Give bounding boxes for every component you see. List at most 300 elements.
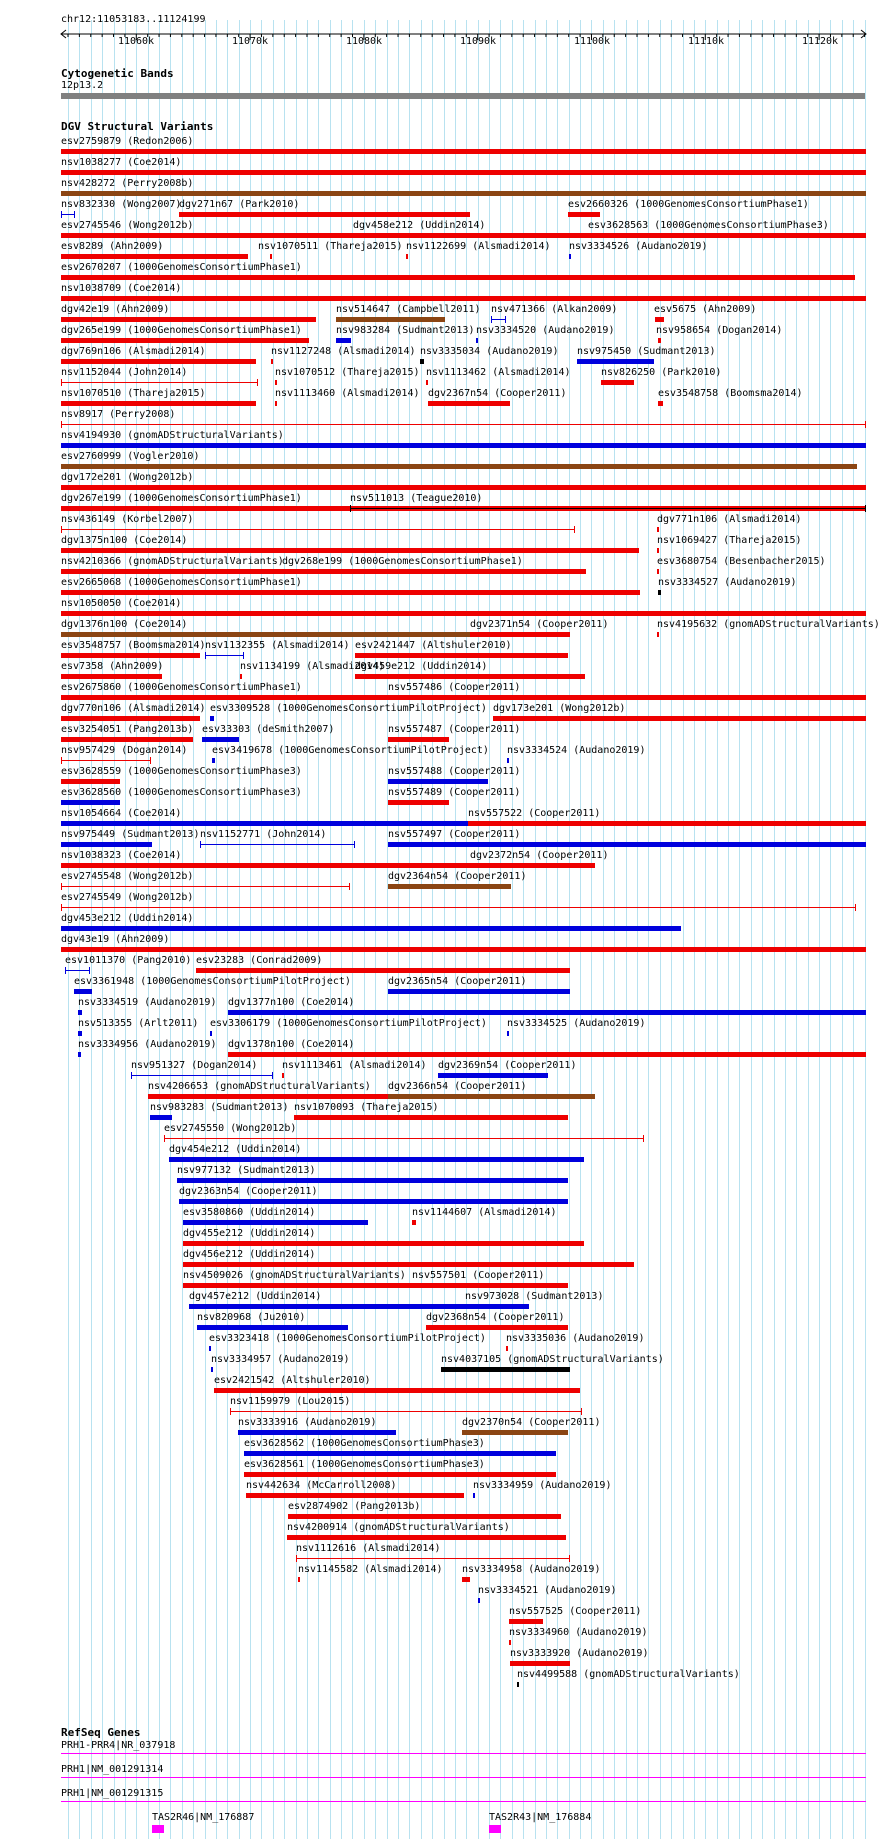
variant-bar[interactable] — [426, 380, 428, 385]
variant-end-cap — [354, 841, 355, 848]
variant-label: nsv1070512 (Thareja2015) — [275, 367, 420, 378]
variant-label: nsv1132355 (Alsmadi2014) — [205, 640, 350, 651]
variant-label: nsv973028 (Sudmant2013) — [465, 1291, 604, 1302]
variant-bar[interactable] — [271, 359, 273, 364]
variant-bar[interactable] — [61, 485, 866, 490]
variant-bar[interactable] — [61, 737, 193, 742]
grid-line — [830, 20, 831, 1839]
variant-label: dgv770n106 (Alsmadi2014) — [61, 703, 206, 714]
variant-bar[interactable] — [61, 863, 470, 868]
grid-line — [774, 20, 775, 1839]
variant-bar[interactable] — [470, 632, 570, 637]
variant-end-cap — [131, 1072, 132, 1079]
variant-label: dgv458e212 (Uddin2014) — [353, 220, 486, 231]
variant-label: nsv3333920 (Audano2019) — [510, 1648, 649, 1659]
variant-bar[interactable] — [61, 149, 866, 154]
variant-bar[interactable] — [131, 1075, 273, 1076]
variant-end-cap — [65, 967, 66, 974]
variant-end-cap — [865, 421, 866, 428]
variant-bar[interactable] — [388, 695, 415, 700]
variant-bar[interactable] — [388, 1094, 595, 1099]
variant-end-cap — [569, 1555, 570, 1562]
variant-label: nsv957429 (Dogan2014) — [61, 745, 188, 756]
variant-bar[interactable] — [179, 1199, 568, 1204]
variant-label: nsv3334956 (Audano2019) — [78, 1039, 217, 1050]
variant-bar[interactable] — [61, 529, 575, 530]
variant-bar[interactable] — [214, 1388, 580, 1393]
variant-bar[interactable] — [658, 338, 661, 343]
variant-bar[interactable] — [336, 338, 351, 343]
variant-end-cap — [205, 652, 206, 659]
variant-label: esv2660326 (1000GenomesConsortiumPhase1) — [568, 199, 809, 210]
variant-bar[interactable] — [287, 1535, 566, 1540]
variant-bar[interactable] — [200, 844, 355, 845]
variant-label: esv3548758 (Boomsma2014) — [658, 388, 803, 399]
variant-bar[interactable] — [61, 926, 681, 931]
variant-bar[interactable] — [282, 569, 586, 574]
variant-bar[interactable] — [657, 569, 659, 574]
ruler-tick-label: 11110k — [687, 36, 725, 46]
variant-bar[interactable] — [506, 1346, 508, 1351]
variant-label: esv3628560 (1000GenomesConsortiumPhase3) — [61, 787, 302, 798]
variant-label: nsv1054664 (Coe2014) — [61, 808, 182, 819]
variant-bar[interactable] — [74, 989, 92, 994]
variant-label: nsv3334527 (Audano2019) — [658, 577, 797, 588]
variant-bar[interactable] — [164, 1138, 644, 1139]
variant-bar[interactable] — [61, 338, 309, 343]
variant-bar[interactable] — [658, 590, 661, 595]
variant-bar[interactable] — [61, 191, 866, 196]
variant-label: esv3361948 (1000GenomesConsortiumPilotProject) — [74, 976, 351, 987]
variant-label: esv3580860 (Uddin2014) — [183, 1207, 316, 1218]
variant-label: nsv557501 (Cooper2011) — [412, 1270, 545, 1281]
grid-line — [808, 20, 809, 1839]
variant-label: esv2421542 (Altshuler2010) — [214, 1375, 371, 1386]
variant-label: dgv43e19 (Ahn2009) — [61, 934, 170, 945]
variant-label: nsv3334525 (Audano2019) — [507, 1018, 646, 1029]
variant-bar[interactable] — [569, 254, 571, 259]
variant-bar[interactable] — [657, 527, 659, 532]
variant-bar[interactable] — [588, 233, 848, 238]
variant-end-cap — [257, 379, 258, 386]
variant-label: dgv2367n54 (Cooper2011) — [428, 388, 567, 399]
variant-bar[interactable] — [438, 1073, 548, 1078]
variant-label: dgv265e199 (1000GenomesConsortiumPhase1) — [61, 325, 302, 336]
grid-line — [785, 20, 786, 1839]
variant-label: esv7358 (Ahn2009) — [61, 661, 164, 672]
variant-bar[interactable] — [61, 275, 855, 280]
gene-model[interactable] — [61, 1777, 866, 1778]
variant-bar[interactable] — [183, 1220, 368, 1225]
variant-label: dgv2371n54 (Cooper2011) — [470, 619, 609, 630]
variant-end-cap — [61, 421, 62, 428]
variant-bar[interactable] — [355, 653, 568, 658]
gene-model[interactable] — [489, 1825, 501, 1833]
variant-bar[interactable] — [78, 1052, 81, 1057]
variant-bar[interactable] — [657, 548, 659, 553]
variant-bar[interactable] — [568, 212, 600, 217]
variant-end-cap — [61, 904, 62, 911]
cytoband-track-title[interactable]: Cytogenetic Bands — [61, 67, 174, 80]
variant-bar[interactable] — [169, 1157, 584, 1162]
ruler-tick-label: 11080k — [345, 36, 383, 46]
variant-bar[interactable] — [61, 254, 248, 259]
variant-end-cap — [61, 883, 62, 890]
variant-bar[interactable] — [61, 779, 120, 784]
variant-bar[interactable] — [61, 214, 75, 215]
variant-label: esv8289 (Ahn2009) — [61, 241, 164, 252]
variant-bar[interactable] — [493, 716, 866, 721]
variant-bar[interactable] — [282, 1073, 284, 1078]
variant-bar[interactable] — [412, 1283, 470, 1288]
variant-bar[interactable] — [350, 508, 866, 509]
variant-bar[interactable] — [177, 1178, 568, 1183]
variant-bar[interactable] — [238, 1430, 396, 1435]
variant-bar[interactable] — [61, 611, 866, 616]
variant-bar[interactable] — [406, 254, 408, 259]
variant-bar[interactable] — [507, 1031, 509, 1036]
grid-line — [683, 20, 684, 1839]
variant-end-cap — [164, 1135, 165, 1142]
variant-end-cap — [61, 211, 62, 218]
variant-bar[interactable] — [61, 947, 866, 952]
variant-bar[interactable] — [61, 716, 200, 721]
variant-label: nsv557487 (Cooper2011) — [388, 724, 521, 735]
variant-end-cap — [643, 1135, 644, 1142]
variant-label: nsv8917 (Perry2008) — [61, 409, 176, 420]
variant-label: nsv983283 (Sudmant2013) — [150, 1102, 289, 1113]
variant-bar[interactable] — [179, 212, 470, 217]
variant-label: nsv3334519 (Audano2019) — [78, 997, 217, 1008]
variant-bar[interactable] — [491, 319, 506, 320]
variant-label: nsv1070093 (Thareja2015) — [294, 1102, 439, 1113]
variant-bar[interactable] — [388, 842, 866, 847]
variant-label: nsv951327 (Dogan2014) — [131, 1060, 258, 1071]
grid-line — [739, 20, 740, 1839]
variant-label: dgv267e199 (1000GenomesConsortiumPhase1) — [61, 493, 302, 504]
variant-bar[interactable] — [388, 737, 449, 742]
variant-label: nsv557522 (Cooper2011) — [468, 808, 601, 819]
variant-bar[interactable] — [388, 989, 570, 994]
variant-end-cap — [61, 379, 62, 386]
variant-label: nsv3334958 (Audano2019) — [462, 1564, 601, 1575]
variant-bar[interactable] — [509, 1640, 511, 1645]
refseq-track-title[interactable]: RefSeq Genes — [61, 1726, 141, 1739]
variant-bar[interactable] — [388, 884, 511, 889]
variant-bar[interactable] — [296, 1558, 570, 1559]
variant-bar[interactable] — [655, 317, 664, 322]
variant-bar[interactable] — [275, 380, 277, 385]
variant-label: dgv42e19 (Ahn2009) — [61, 304, 170, 315]
variant-label: dgv454e212 (Uddin2014) — [169, 1144, 302, 1155]
variant-label: nsv975449 (Sudmant2013) — [61, 829, 200, 840]
variant-bar[interactable] — [412, 1220, 416, 1225]
variant-bar[interactable] — [61, 695, 866, 700]
variant-bar[interactable] — [65, 970, 90, 971]
variant-bar[interactable] — [465, 1304, 529, 1309]
variant-label: nsv1127248 (Alsmadi2014) — [271, 346, 416, 357]
variant-label: dgv2368n54 (Cooper2011) — [426, 1312, 565, 1323]
variant-label: esv3548757 (Boomsma2014) — [61, 640, 206, 651]
gene-model[interactable] — [61, 1801, 866, 1802]
variant-label: nsv557497 (Cooper2011) — [388, 829, 521, 840]
variant-label: dgv769n106 (Alsmadi2014) — [61, 346, 206, 357]
ruler-tick-label: 11120k — [801, 36, 839, 46]
ruler-tick-label: 11090k — [459, 36, 497, 46]
variant-bar[interactable] — [476, 338, 478, 343]
variant-bar[interactable] — [298, 1577, 300, 1582]
variant-bar[interactable] — [61, 170, 866, 175]
variant-label: dgv268e199 (1000GenomesConsortiumPhase1) — [282, 556, 523, 567]
variant-bar[interactable] — [510, 1661, 570, 1666]
variant-bar[interactable] — [294, 1115, 568, 1120]
variant-label: nsv1152044 (John2014) — [61, 367, 188, 378]
variant-bar[interactable] — [183, 1241, 584, 1246]
variant-bar[interactable] — [61, 296, 866, 301]
variant-label: nsv4195632 (gnomADStructuralVariants) — [657, 619, 880, 630]
variant-label: nsv4509026 (gnomADStructuralVariants) — [183, 1270, 406, 1281]
variant-bar[interactable] — [61, 760, 151, 761]
variant-bar[interactable] — [355, 674, 585, 679]
variant-bar[interactable] — [61, 464, 857, 469]
variant-label: esv3628563 (1000GenomesConsortiumPhase3) — [588, 220, 829, 231]
variant-end-cap — [230, 1408, 231, 1415]
variant-bar[interactable] — [202, 737, 239, 742]
variant-bar[interactable] — [478, 1598, 480, 1603]
variant-bar[interactable] — [420, 359, 424, 364]
variant-label: dgv459e212 (Uddin2014) — [355, 661, 488, 672]
variant-bar[interactable] — [61, 317, 316, 322]
variant-bar[interactable] — [61, 907, 856, 908]
variant-bar[interactable] — [462, 1430, 568, 1435]
variant-bar[interactable] — [428, 401, 510, 406]
variant-end-cap — [296, 1555, 297, 1562]
variant-bar[interactable] — [210, 716, 214, 721]
variant-bar[interactable] — [205, 655, 244, 656]
cytoband-ideogram[interactable] — [61, 93, 865, 99]
variant-label: dgv271n67 (Park2010) — [179, 199, 300, 210]
variant-label: dgv173e201 (Wong2012b) — [493, 703, 626, 714]
variant-label: nsv1050050 (Coe2014) — [61, 598, 182, 609]
variant-label: nsv4200914 (gnomADStructuralVariants) — [287, 1522, 510, 1533]
variant-label: esv23283 (Conrad2009) — [196, 955, 323, 966]
variant-bar[interactable] — [61, 401, 256, 406]
variant-label: nsv3334521 (Audano2019) — [478, 1585, 617, 1596]
ruler-tick-label: 11060k — [117, 36, 155, 46]
variant-bar[interactable] — [211, 1367, 213, 1372]
variant-label: nsv442634 (McCarroll2008) — [246, 1480, 397, 1491]
variant-bar[interactable] — [78, 1031, 82, 1036]
variant-label: nsv1113461 (Alsmadi2014) — [282, 1060, 427, 1071]
variant-end-cap — [491, 316, 492, 323]
variant-label: nsv3334526 (Audano2019) — [569, 241, 708, 252]
variant-label: nsv1038709 (Coe2014) — [61, 283, 182, 294]
variant-bar[interactable] — [470, 863, 595, 868]
variant-bar[interactable] — [210, 1031, 212, 1036]
variant-bar[interactable] — [388, 779, 488, 784]
variant-end-cap — [243, 652, 244, 659]
variant-end-cap — [350, 505, 351, 512]
variant-bar[interactable] — [78, 1010, 82, 1015]
variant-bar[interactable] — [61, 443, 866, 448]
variant-label: esv3309528 (1000GenomesConsortiumPilotProject) — [210, 703, 487, 714]
variant-label: nsv1070511 (Thareja2015) — [258, 241, 403, 252]
variant-label: nsv3335036 (Audano2019) — [506, 1333, 645, 1344]
gene-model[interactable] — [152, 1825, 164, 1833]
variant-bar[interactable] — [240, 674, 242, 679]
variant-bar[interactable] — [61, 674, 162, 679]
variant-bar[interactable] — [270, 254, 272, 259]
ruler-tick-label: 11100k — [573, 36, 611, 46]
variant-bar[interactable] — [189, 1304, 470, 1309]
variant-label: nsv4210366 (gnomADStructuralVariants) — [61, 556, 284, 567]
variant-bar[interactable] — [61, 424, 866, 425]
variant-label: esv3680754 (Besenbacher2015) — [657, 556, 826, 567]
variant-label: nsv471366 (Alkan2009) — [491, 304, 618, 315]
variant-bar[interactable] — [426, 1325, 568, 1330]
variant-label: nsv832330 (Wong2007) — [61, 199, 182, 210]
variant-end-cap — [574, 526, 575, 533]
variant-bar[interactable] — [275, 401, 277, 406]
variant-bar[interactable] — [61, 653, 200, 658]
variant-end-cap — [855, 904, 856, 911]
variant-label: dgv1378n100 (Coe2014) — [228, 1039, 355, 1050]
variant-label: nsv1113462 (Alsmadi2014) — [426, 367, 571, 378]
variant-bar[interactable] — [246, 1493, 464, 1498]
variant-label: dgv2370n54 (Cooper2011) — [462, 1417, 601, 1428]
gene-model[interactable] — [61, 1753, 866, 1754]
variant-bar[interactable] — [353, 233, 555, 238]
grid-line — [853, 20, 854, 1839]
variant-label: nsv1134199 (Alsmadi2014) — [240, 661, 385, 672]
variant-label: nsv3334960 (Audano2019) — [509, 1627, 648, 1638]
variant-end-cap — [74, 211, 75, 218]
variant-bar[interactable] — [61, 886, 350, 887]
dgv-track-title[interactable]: DGV Structural Variants — [61, 120, 214, 133]
variant-bar[interactable] — [507, 758, 509, 763]
variant-bar[interactable] — [244, 1472, 556, 1477]
variant-bar[interactable] — [336, 317, 445, 322]
variant-label: esv5675 (Ahn2009) — [654, 304, 757, 315]
variant-bar[interactable] — [473, 1493, 475, 1498]
variant-label: nsv514647 (Campbell2011) — [336, 304, 481, 315]
variant-bar[interactable] — [197, 1325, 348, 1330]
variant-bar[interactable] — [209, 1346, 211, 1351]
variant-label: nsv1038277 (Coe2014) — [61, 157, 182, 168]
variant-end-cap — [200, 841, 201, 848]
grid-line — [728, 20, 729, 1839]
variant-label: nsv3334957 (Audano2019) — [211, 1354, 350, 1365]
variant-label: dgv2364n54 (Cooper2011) — [388, 871, 527, 882]
variant-label: nsv820968 (Ju2010) — [197, 1312, 306, 1323]
variant-label: nsv1159979 (Lou2015) — [230, 1396, 351, 1407]
variant-label: nsv557489 (Cooper2011) — [388, 787, 521, 798]
grid-line — [717, 20, 718, 1839]
variant-bar[interactable] — [183, 1283, 568, 1288]
variant-label: nsv557525 (Cooper2011) — [509, 1606, 642, 1617]
variant-label: dgv2363n54 (Cooper2011) — [179, 1186, 318, 1197]
variant-label: dgv455e212 (Uddin2014) — [183, 1228, 316, 1239]
variant-label: esv33303 (deSmith2007) — [202, 724, 335, 735]
variant-label: esv2670207 (1000GenomesConsortiumPhase1) — [61, 262, 302, 273]
variant-label: nsv1070510 (Thareja2015) — [61, 388, 206, 399]
variant-bar[interactable] — [228, 1052, 866, 1057]
variant-end-cap — [61, 757, 62, 764]
variant-label: esv2745549 (Wong2012b) — [61, 892, 194, 903]
variant-bar[interactable] — [230, 1411, 582, 1412]
variant-label: dgv453e212 (Uddin2014) — [61, 913, 194, 924]
variant-bar[interactable] — [61, 842, 152, 847]
variant-bar[interactable] — [183, 1262, 634, 1267]
variant-label: esv3306179 (1000GenomesConsortiumPilotProject) — [210, 1018, 487, 1029]
scale-ruler — [0, 22, 890, 46]
variant-label: dgv1375n100 (Coe2014) — [61, 535, 188, 546]
variant-label: nsv977132 (Sudmant2013) — [177, 1165, 316, 1176]
variant-label: nsv3334524 (Audano2019) — [507, 745, 646, 756]
grid-line — [819, 20, 820, 1839]
variant-label: nsv436149 (Korbel2007) — [61, 514, 194, 525]
variant-bar[interactable] — [61, 382, 258, 383]
variant-end-cap — [61, 526, 62, 533]
variant-label: nsv1144607 (Alsmadi2014) — [412, 1207, 557, 1218]
variant-label: nsv958654 (Dogan2014) — [656, 325, 783, 336]
variant-label: esv1011370 (Pang2010) — [65, 955, 192, 966]
grid-line — [705, 20, 706, 1839]
variant-end-cap — [505, 316, 506, 323]
variant-label: nsv557488 (Cooper2011) — [388, 766, 521, 777]
variant-label: nsv1038323 (Coe2014) — [61, 850, 182, 861]
gene-label: PRH1-PRR4|NR_037918 — [61, 1740, 176, 1751]
variant-bar[interactable] — [658, 401, 663, 406]
variant-bar[interactable] — [441, 1367, 570, 1372]
variant-label: esv2745550 (Wong2012b) — [164, 1123, 297, 1134]
variant-bar[interactable] — [657, 632, 659, 637]
variant-bar[interactable] — [601, 380, 634, 385]
variant-label: nsv557486 (Cooper2011) — [388, 682, 521, 693]
variant-label: dgv2366n54 (Cooper2011) — [388, 1081, 527, 1092]
variant-bar[interactable] — [388, 800, 449, 805]
variant-bar[interactable] — [509, 1619, 543, 1624]
variant-bar[interactable] — [61, 590, 640, 595]
gene-label: PRH1|NM_001291314 — [61, 1764, 164, 1775]
gene-label: PRH1|NM_001291315 — [61, 1788, 164, 1799]
ruler-tick-label: 11070k — [231, 36, 269, 46]
variant-bar[interactable] — [228, 1010, 866, 1015]
variant-bar[interactable] — [288, 1514, 561, 1519]
variant-label: dgv457e212 (Uddin2014) — [189, 1291, 322, 1302]
variant-bar[interactable] — [244, 1451, 556, 1456]
variant-end-cap — [272, 1072, 273, 1079]
variant-bar[interactable] — [61, 800, 120, 805]
variant-label: nsv1152771 (John2014) — [200, 829, 327, 840]
grid-line — [865, 20, 866, 1839]
variant-bar[interactable] — [150, 1115, 172, 1120]
variant-bar[interactable] — [61, 632, 470, 637]
variant-bar[interactable] — [462, 1577, 470, 1582]
variant-label: esv2675860 (1000GenomesConsortiumPhase1) — [61, 682, 302, 693]
variant-label: dgv456e212 (Uddin2014) — [183, 1249, 316, 1260]
variant-bar[interactable] — [61, 359, 256, 364]
variant-bar[interactable] — [61, 548, 639, 553]
variant-label: esv3419678 (1000GenomesConsortiumPilotProject) — [212, 745, 489, 756]
variant-bar[interactable] — [212, 758, 215, 763]
variant-bar[interactable] — [517, 1682, 519, 1687]
variant-bar[interactable] — [577, 359, 654, 364]
variant-end-cap — [89, 967, 90, 974]
variant-bar[interactable] — [468, 821, 866, 826]
variant-bar[interactable] — [196, 968, 570, 973]
variant-label: dgv1376n100 (Coe2014) — [61, 619, 188, 630]
